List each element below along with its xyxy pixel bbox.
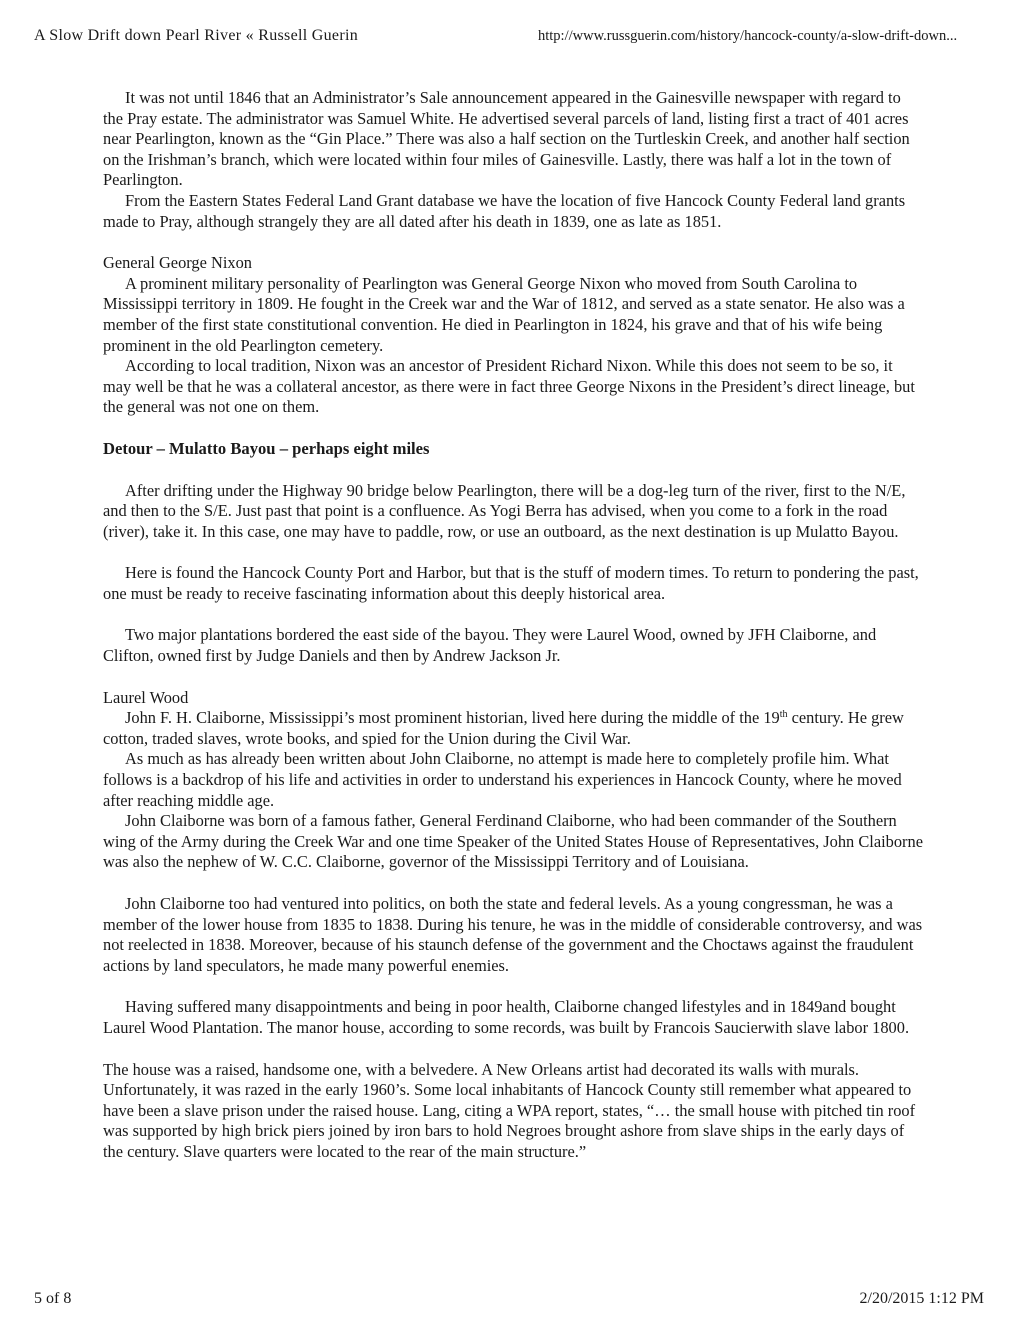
paragraph-nixon-tradition: According to local tradition, Nixon was an ancestor of President Richard Nixon. While this does not seem to be so, it may well be that he was a collateral ancestor, as there were in fact three George Nixons in the President’s direct lineage, but the general was not one on them. [103, 356, 915, 417]
paragraph-admin-sale: It was not until 1846 that an Administrator’s Sale announcement appeared in the Gainesville newspaper with regard to the Pray estate. The administrator was Samuel White. He advertised several parcels of land, listing first a tract of 401 acres near Pearlington, known as the “Gin Place.” There was also a half section on the Turtleskin Creek, and another half section on the Irishman’s branch, which were located within four miles of Gainesville. Lastly, there was half a lot in the town of Pearlington. [103, 88, 910, 190]
paragraph-plantations: Two major plantations bordered the east side of the bayou. They were Laurel Wood, owned by JFH Claiborne, and Clifton, owned first by Judge Daniels and then by Andrew Jackson Jr. [103, 625, 877, 666]
paragraph-claiborne-intro [103, 708, 923, 749]
paragraph-claiborne-profile: As much as has already been written about John Claiborne, no attempt is made here to completely profile him. What follows is a backdrop of his life and activities in order to understand his experiences in Hancock County, where he moved after reaching middle age. [103, 749, 902, 810]
paragraph-claiborne-family: John Claiborne was born of a famous father, General Ferdinand Claiborne, who had been commander of the Southern wing of the Army during the Creek War and one time Speaker of the United States House of Representatives, John Claiborne was also the nephew of W. C.C. Claiborne, governor of the Mississippi Territory and of Louisiana. [103, 811, 923, 872]
subheading-laurel-wood: Laurel Wood [103, 687, 189, 707]
claiborne-intro-text-b: century. He grew cotton, traded slaves, wrote books, and spied for the Union during the Civil War. [103, 708, 904, 748]
paragraph-highway-bridge: After drifting under the Highway 90 bridge below Pearlington, there will be a dog-leg turn of the river, first to the N/E, and then to the S/E. Just past that point is a confluence. As Yogi Berra has advised, when you come to a fork in the road (river), take it. In this case, one may have to paddle, row, or use an outboard, as the next destination is up Mulatto Bayou. [103, 480, 906, 541]
subheading-george-nixon: General George Nixon [103, 253, 252, 273]
paragraph-claiborne-politics: John Claiborne too had ventured into politics, on both the state and federal levels. As a young congressman, he was a member of the lower house from 1835 to 1838. During his tenure, he was in the middle of considerable controversy, and was not reelected in 1838. Moreover, because of his staunch defense of the government and the Choctaws against the fraudulent actions by land speculators, he made many powerful enemies. [103, 894, 923, 975]
paragraph-laurel-wood-purchase: Having suffered many disappointments and being in poor health, Claiborne changed lifestyles and in 1849and bought Laurel Wood Plantation. The manor house, according to some records, was built by Francois Saucierwith slave labor 1800. [103, 997, 910, 1037]
print-timestamp: 2/20/2015 1:12 PM [859, 1290, 984, 1307]
article-body [103, 88, 923, 1163]
section-heading-detour: Detour – Mulatto Bayou – perhaps eight miles [103, 438, 430, 458]
paragraph-land-grants: From the Eastern States Federal Land Grant database we have the location of five Hancock County Federal land grants made to Pray, although strangely they are all dated after his death in 1839, one as late as 1851. [103, 190, 906, 231]
paragraph-manor-house: The house was a raised, handsome one, with a belvedere. A New Orleans artist had decorated its walls with murals. Unfortunately, it was razed in the early 1960’s. Some local inhabitants of Hancock County still remember what appeared to have been a slave prison under the raised house. Lang, citing a WPA report, states, “… the small house with pitched tin roof was supported by high brick piers joined by iron bars to hold Negroes brought ashore from slave ships in the early days of the century. Slave quarters were located to the rear of the main structure.” [103, 1059, 916, 1161]
claiborne-intro-text-a: John F. H. Claiborne, Mississippi’s most prominent historian, lived here during the middle of the 19 [125, 708, 780, 728]
page-header-title: A Slow Drift down Pearl River « Russell Guerin [34, 27, 358, 44]
century-superscript: th [779, 709, 788, 721]
page-header-url: http://www.russguerin.com/history/hancock-county/a-slow-drift-down... [538, 28, 958, 44]
paragraph-nixon-bio: A prominent military personality of Pearlington was General George Nixon who moved from South Carolina to Mississippi territory in 1809. He fought in the Creek war and the War of 1812, and served as a state senator. He also was a member of the first state constitutional convention. He died in Pearlington in 1824, his grave and that of his wife being prominent in the old Pearlington cemetery. [103, 273, 905, 355]
page-number: 5 of 8 [34, 1290, 72, 1307]
paragraph-port-harbor: Here is found the Hancock County Port and Harbor, but that is the stuff of modern times. To return to pondering the past, one must be ready to receive fascinating information about this deeply historical area. [103, 563, 919, 603]
